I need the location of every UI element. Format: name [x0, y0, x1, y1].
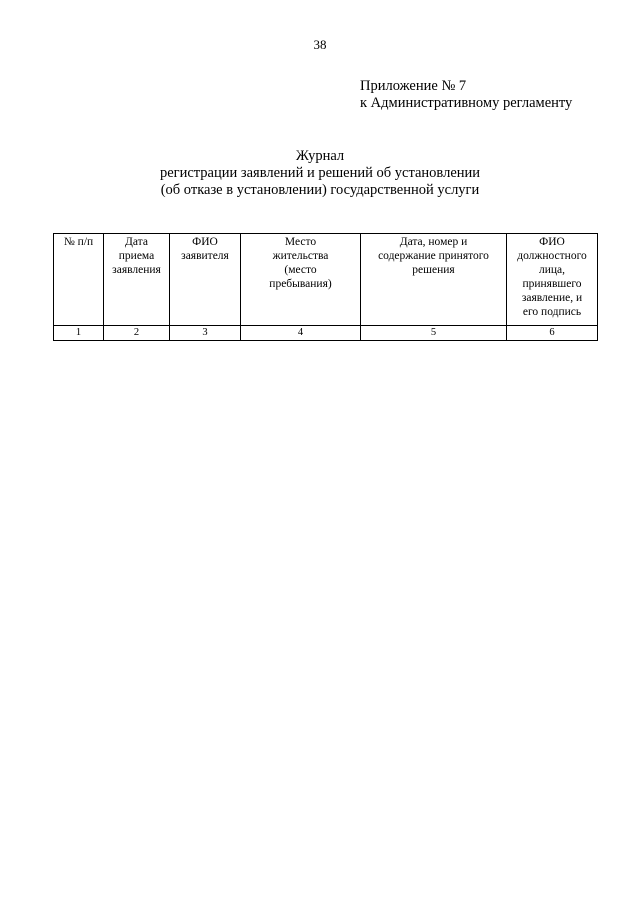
header-cell: [241, 234, 361, 326]
appendix-line: к Административному регламенту: [360, 95, 573, 111]
column-number-cell: 2: [104, 326, 170, 341]
header-line: Место: [284, 236, 317, 248]
appendix-line: Приложение № 7: [360, 78, 467, 94]
header-line: (место: [284, 264, 317, 276]
register-table: [53, 233, 598, 341]
header-line: решения: [412, 264, 455, 276]
table-header-row: [54, 234, 598, 326]
header-line: заявления: [112, 264, 161, 276]
header-line: пребывания): [269, 278, 332, 290]
header-line: заявление, и: [521, 292, 583, 304]
header-line: Дата, номер и: [399, 236, 468, 248]
header-line: должностного: [517, 250, 587, 262]
page-number: 38: [313, 37, 327, 52]
column-number-cell: 4: [241, 326, 361, 341]
header-line: ФИО: [192, 236, 218, 248]
header-line: заявителя: [181, 250, 229, 262]
header-cell: [54, 234, 104, 326]
journal-title-line: регистрации заявлений и решений об установлении: [159, 165, 481, 181]
header-line: его подпись: [522, 306, 582, 318]
header-line: № п/п: [63, 236, 94, 248]
header-cell: [104, 234, 170, 326]
header-line: ФИО: [539, 236, 565, 248]
column-number-cell: 3: [170, 326, 241, 341]
column-number-cell: 6: [507, 326, 598, 341]
header-line: содержание принятого: [378, 250, 489, 262]
journal-title: [0, 148, 640, 199]
journal-title-line: (об отказе в установлении) государственной услуги: [160, 182, 480, 198]
header-line: жительства: [272, 250, 329, 262]
header-line: лица,: [538, 264, 566, 276]
column-number-cell: 5: [361, 326, 507, 341]
table-column-number-row: [54, 326, 598, 341]
journal-title-line: Журнал: [295, 148, 345, 164]
header-cell: [507, 234, 598, 326]
header-line: приема: [118, 250, 155, 262]
header-line: принявшего: [522, 278, 582, 290]
appendix-block: [360, 78, 630, 112]
header-cell: [170, 234, 241, 326]
header-line: Дата: [125, 236, 148, 248]
column-number-cell: 1: [54, 326, 104, 341]
header-cell: [361, 234, 507, 326]
